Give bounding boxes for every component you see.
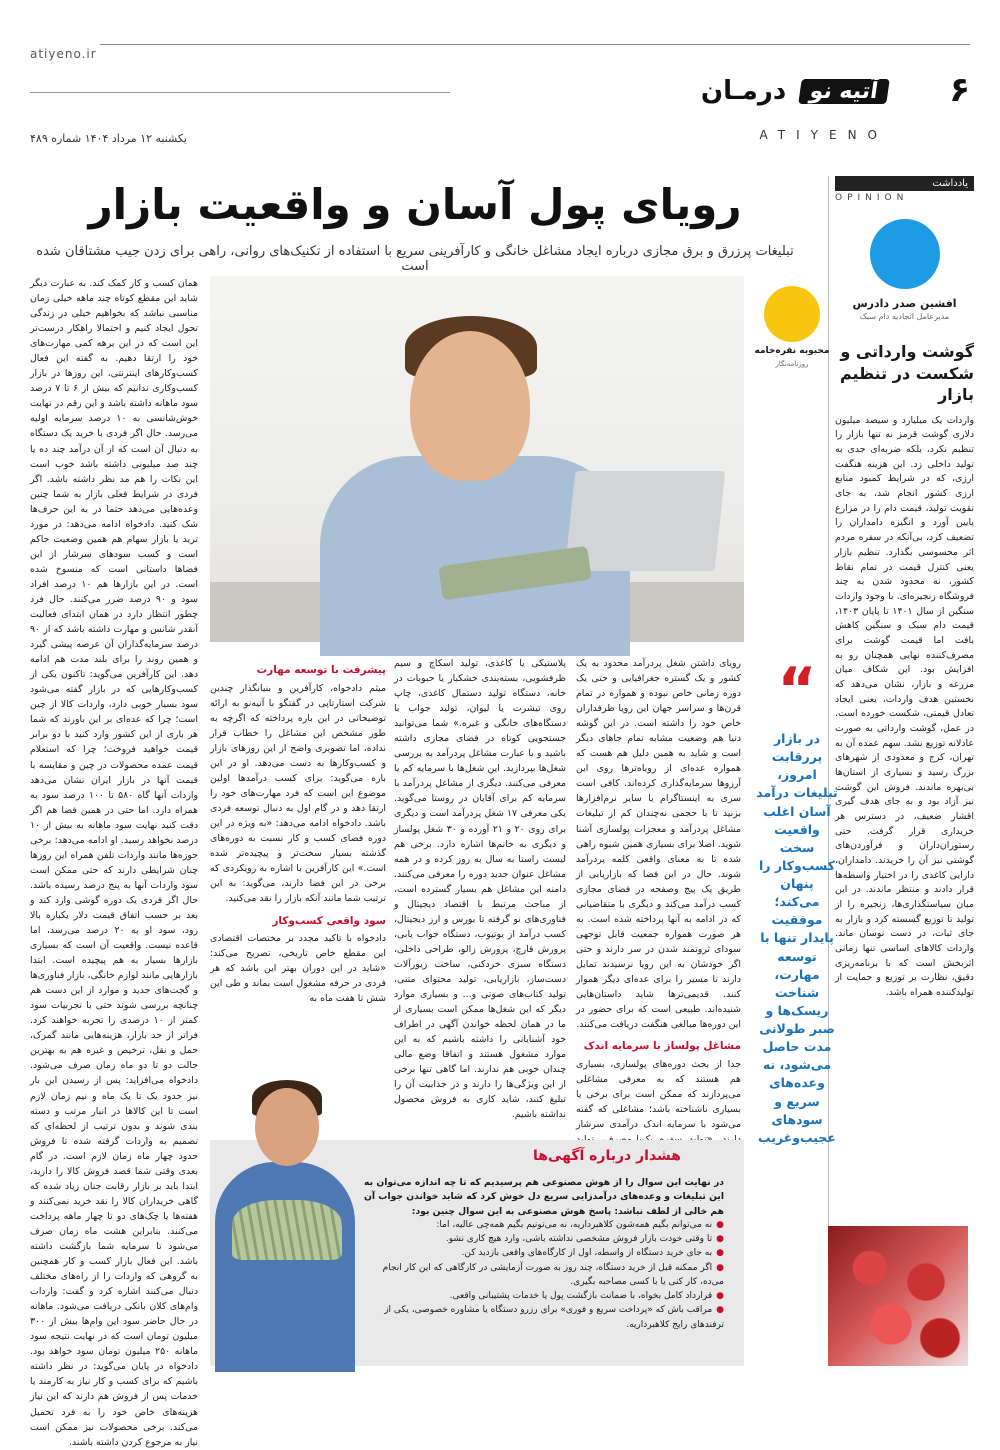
byline-name: محبوبه نقره‌خامه xyxy=(754,346,830,356)
opinion-body: واردات یک میلیارد و سیصد میلیون دلاری گوشت قرمز نه تنها بازار را تنظیم نکرد، بلکه ضربه‌ای جدی به تولید داخلی زد. این هزینه هنگفت ارزی، که در شرایط کمبود منابع ارزی کشور انجام شد، به جای تقویت تولید، قیمت دام را در مزارع پایین آورد و انگیزه دامداران را تضعیف کرد، بی‌آنکه در سفره مردم اثر محسوسی بگذارد. تنظیم بازار یعنی کنترل قیمت در تمام نقاط کشور، نه محدود شدن به چند فروشگاه زنجیره‌ای. با وجود واردات سنگین از سال ۱۴۰۱ تا پایان ۱۴۰۳، قیمت دام سبک و سنگین کاهش یافت اما قیمت گوشت برای مصرف‌کننده نهایی همچنان رو به افزایش بود. این شکاف میان مزرعه و بازار، نشان می‌دهد که نخستین هدف واردات، یعنی ایجاد تعادل قیمتی، شکست خورده است. در عمل، گوشت وارداتی به صورت عادلانه توزیع نشد. سهم عمده آن به تهران، کرج و معدودی از شهرهای بزرگ رسید و بسیاری از استان‌ها بی‌بهره ماندند. فروش این گوشت نیز آزاد بود و به جای هدف گیری اقشار ضعیف، در دسترس هر خریداری قرار گرفت. حتی رستوران‌داران و فرآوردن‌های گوشتی نیز آن را خریدند. دامداران، دارایی کاغذی را در اختیار واسطه‌ها قرار دادند و منتظر ماندند. در این میان سیاستگذاری‌ها، زنجیره را از تولید تا توزیع گسسته کرد و بازار به جای ثبات، در دست نوسان ماند. واردات کالاهای اساسی تنها زمانی اثربخش است که با برنامه‌ریزی دقیق، نظارت بر توزیع و حمایت از تولیدکننده همراه باشد. xyxy=(835,414,974,998)
opinion-label-latin: OPINION xyxy=(835,193,909,203)
photo-person-body xyxy=(215,1162,355,1372)
subheading: سود واقعی کسب‌وکار xyxy=(272,914,386,927)
article-column-3 xyxy=(210,656,386,1136)
article-column-left xyxy=(30,276,199,1448)
photo-man-head xyxy=(410,331,530,481)
subheading: مشاغل پولساز با سرمایه اندک xyxy=(583,1040,741,1053)
ad-box-list xyxy=(364,1218,724,1332)
column-text: رویای داشتن شغل پردرآمد محدود به یک کشور و یک گستره جغرافیایی و حتی یک دوره زمانی خاص نبوده و همواره در تمام قرن‌ها و سراسر جهان این رویا طرفداران خاص خود را داشته است. در این گوشه دنیا هم وضعیت مشابه تمام جاهای دیگر است و شاید به همین دلیل هم هست که همواره عده‌ای از روباه‌ترها روی این آرزوها سرمایه‌گذاری کرده‌اند. کافی است سری به اینستاگرام یا سایر نرم‌افزارها بزنید تا با حجمی نه‌چندان کم از تبلیغات مشاغل پردرآمد و معجزات پولسازی آشنا شوید. اصلا برای بسیاری همین شیوه راهی شده تا به معنای واقعی کلمه پردرآمد شوند. حال در این فضا که بازاریابی از طریق یک پیج وصفحه در فضای مجازی کسب درآمد می‌کند و دیگری با متقاضیانی که در ادامه به آنها پرداخته شده است. به هر صورت همواره جمعیت قابل توجهی سودای ثروتمند شدن در سر دارند و حتی اگر خودشان به این رویا نرسیدند تمایل دارند تا مسیر را برای عده‌ای دیگر هموار کنند. قدیمی‌ترها شاید داستان‌هایی شنیده‌اند. طبیعی است که برای حضور در این دوره‌ها مبالغی هنگفت دریافت می‌کنند. xyxy=(576,658,741,1031)
list-item: ● اگر ممکنه قبل از خرید دستگاه، چند روز به صورت آزمایشی در کارگاهی که این کار انجام می‌ده، کار کنی یا با کسی مصاحبه بگیری. xyxy=(364,1261,724,1289)
column-text: میثم دادخواه، کارآفرین و بنیانگذار چندین شرکت استارتاپی در گفتگو با آتیه‌نو به ارائه توضیحاتی در این باره پرداخته که اگرچه به طور مشخص این مشاغل را خطاب قرار نداده، اما تصویری واضح از این روزهای بازار و کسب‌وکارها به دست می‌دهد. او در این باره می‌گوید: برای کسب درآمدها اولین موضوع این است که فرد مهارت‌های خود را ارتقا دهد و در گام اول به دنبال توسعه فردی باشد. دادخواه ادامه می‌دهد: «به ویژه در این دوره فضای کسب و کار نسبت به دوره‌های گذشته بسیار سخت‌تر و پیچیده‌تر شده است.» این کارآفرین با اشاره به رویکردی که برخی در این فضا دارند، می‌گوید: به این ترتیب شما مانند آنکه بازار را نقد می‌کنید. xyxy=(210,682,386,905)
pull-quote xyxy=(756,655,838,1147)
quote-icon: “ xyxy=(777,655,817,725)
site-url[interactable]: atiyeno.ir xyxy=(30,47,97,61)
meat-photo xyxy=(828,1226,968,1366)
opinion-title: گوشت وارداتی و شکست در تنظیم بازار xyxy=(839,342,974,405)
ad-box-intro: در نهایت این سوال را از هوش مصنوعی هم پرسیدیم که تا چه اندازه می‌توان به این تبلیغات و وعده‌های درآمدزایی سریع دل خوش کرد که شاید خواندن جواب آن هم خالی از لطف نباشد: پاسخ هوش مصنوعی به این سوال چنین بود: xyxy=(364,1177,724,1217)
article-column-2 xyxy=(394,656,566,1136)
list-item: ● نه می‌توانم بگیم همه‌شون کلاهبرداریه، نه می‌تونیم بگیم همه‌چی عالیه، اما: xyxy=(364,1218,724,1232)
column-text: همان کسب و کار کمک کند. به عبارت دیگر شاید این مقطع کوتاه چند ماهه خیلی زمان مناسبی نباشد که بخواهیم خیلی در زندگی تحول ایجاد کنیم و احتمالا راهکار درست‌تر این است که در این برهه کمی مهارت‌های خود را ارتقا دهیم. به گفته این فعال کسب‌وکارهای اینترنتی، این روزها در بازار کسب‌وکاری ندانیم که بیش از ۶ تا ۷ درصد سود ماهانه داشته باشد و این رقم در نهایت خوش‌شانسی به ۱۰ درصد سرمایه اولیه می‌رسد. حال اگر فردی با خرید یک دستگاه به دنبال آن است که از آن درآمد چند ده یا چند صد میلیونی داشته باشد خوب است این نکات را هم مد نظر داشته باشد. اگر فردی در شرایط فعلی بازار به شما چنین وعده‌هایی می‌دهد حتما در به این حرف‌ها شک کنید. دادخواه ادامه می‌دهد: در مورد ترید یا بازار سهام هم همین وضعیت حاکم است و کسب سودهای سرشار از این فضاها داستانی است که منسوخ شده است. در این بازارها هم ۱۰ درصد افراد سود و ۹۰ درصد ضرر می‌کنند. حال فرد چطور انتظار دارد در همان ابتدای فعالیت آنقدر شانس و مهارت داشته باشد که از ۹۰ درصد سرمایه‌گذاران آن عرصه پیشی گیرد و همین روند را برای بلند مدت هم ادامه دهد. این کارآفرین می‌گوید: تاکنون یکی از کسب‌وکارهایی که در بازار گفته می‌شود سود بسیار خوبی دارد، واردات کالا از چین است؛ چرا که عده‌ای بر این باورند که شما هر باری از این کشور وارد کنید با دو برابر قیمت خواهید فروخت؛ چرا که استعلام قیمت عمده محصولات در چین و مقایسه با قیمت آنها در بازار ایران نشان می‌دهد واردات آنها گاه ۵۸۰ تا ۱۰۰ درصد سود به همراه دارد. اما حتی در همین فضا هم اگر دقت کنید نهایت سود ماهانه به بیش از ۱۰ درصد نخواهد رسید. او ادامه می‌دهد: برخی حوزه‌ها مانند واردات تلفن همراه این روزها چنان شرایطی دارند که حتی ممکن است سود واردات آنها به پنج درصد رسیده باشد. حال اگر فردی یک دوره گوشی وارد کند و بعد بر حسب اتفاق قیمت دلار یکباره بالا رود، سود او به ۲۰ درصد می‌رسد، اما قاعده نیست. واقعیت آن است که بسیاری بازارها بسیار به هم پیچیده است. ابتدا بازارهایی مانند لوازم خانگی، بازار فناوری‌ها و گجت‌های جدید و موارد از این دست هم چنانچه بررسی شوند حتی با تجربیات سود کمتر از ۱۰ درصدی را تجربه خواهند کرد. فراتر از حد بازار، هزینه‌هایی مانند گمرک، حمل و نقل، ترخیص و غیره هم به بهترین حالت دو تا دو ماه زمان صرف می‌شود. دادخواه می‌افزاید: پس از رسیدن این بار نیز حدود یک تا یک ماه و نیم زمان لازم است تا این کالاها در انبار مرتب و دسته بندی شوند و بدون ترتیب از لحظه‌ای که تصمیم به واردات گرفته شده تا فروش حدود چهار ماه زمان لازم است. در گام بعدی وقتی شما قصد فروش کالا را دارید، ابتدا باید بر بازار رقابت جنان زیاد شده که گاهی خریداران کالا را نقد خرید نمی‌کنند و هفته‌ها یا چک‌های دو تا چهار ماهه پرداخت می‌کنند. بنابراین هشت ماه زمان صرف می‌شود تا سرمایه شما بازگشت داشته باشد. این فعال بازار کسب و کار همچنین به گروهی که واردات را از راه‌های مختلف دنبال می‌کنند اشاره کرد و گفت: واردات وام‌های کلان بانکی دریافت می‌شود. ماهانه در حال حاضر سود این وام‌ها بیش از ۳۰۰ میلیون تومان است که در نهایت نتیجه سود ماهانه ۲۵۰ میلیون تومان سود خواهد بود. دادخواه در پایان می‌گوید: در نظر داشته باشیم که برای کسب و کار نیاز به کارمند یا خدمات پس از فروش هم دارند که این نیاز هزینه‌های خاص خود را به فرد تحمیل می‌کند. برخی محصولات نیز ممکن است نیاز به مرجوع کردن داشته باشند. xyxy=(30,278,199,1448)
list-item: ● به جای خرید دستگاه از واسطه، اول از کارگاه‌های واقعی بازدید کن. xyxy=(364,1246,724,1260)
column-text: جدا از بحث دوره‌های پولسازی، بسیاری هم هستند که به معرفی مشاغلی می‌پردازند که ممکن است برای برخی یا بسیاری ناشناخته باشد؛ مشاغلی که گفته می‌شود با سرمایه اندک درآمدی سرشار xyxy=(576,1058,741,1131)
column-text: دادخواه با تاکید مجدد بر مختصات اقتصادی این مقطع خاص تاریخی، تصریح می‌کند: «شاید در این دوران بهتر این باشد که هر فردی در حرفه مشغول است بماند و طی این شش تا هفت ماه به xyxy=(210,933,386,1005)
byline-avatar xyxy=(764,286,820,342)
page-number: ۶ xyxy=(949,70,970,110)
header-rule xyxy=(100,44,970,45)
opinion-sidebar xyxy=(828,176,974,1366)
subheading: پیشرفت با توسعه مهارت xyxy=(256,664,386,676)
list-item: ● قرارداد کامل بخواه، با ضمانت بازگشت پول یا خدمات پشتیبانی واقعی. xyxy=(364,1289,724,1303)
byline-role: روزنامه‌نگار xyxy=(775,360,809,368)
column-text: پلاستیکی یا کاغذی، تولید اسکاچ و سیم ظرفشویی، بسته‌بندی خشکبار یا حبوبات در خانه، دستگاه تولید دستمال کاغذی، چاپ روی تیشرت یا لیوان، تولید جواب با دستگاه‌های خانگی و غیره.» شما می‌توانید جستجویی کوتاه در فضای مجازی داشته باشید و با عبارت مشاغل پردرآمد به بررسی شغل‌ها بپردازید. این شغل‌ها با سرمایه کم یا معرفی می‌کنند. دیگری از مشاغل پردرآمد با سرمایه کم برای آقایان در روستا می‌گوید. یکی معرفی ۱۷ شغل پردرآمد است و دیگری برای روی ۲۰ و ۲۱ آورده و ۳۰ شغل پولساز و دیگری به خانم‌ها اشاره دارد. برخی هم لیست راستا به سال به روز کرده و در همه مشاغل عنوان جدید دوره را معرفی می‌کنند. دامنه این مشاغل هم بسیار گسترده است، از مباحث مرتبط با اقتصاد دیجیتال و فناوری‌های نو گرفته تا بورس و ارز دیجیتال، کسب درآمد از یوتیوب، دستگاه جواب یابی، پرورش قارچ، پرورش زالو، طراحی داخلی، دستگاه سبزی خردکنی، ساخت زیورآلات دست‌ساز، بازاریابی، تولید محتوای متنی، تولید کتاب‌های صوتی و... و بسیاری موارد دیگر که این شغل‌ها ممکن است بسیاری از ما در همان لحظه خواندن آگهی در اطراف خود آشنایانی را داشته باشیم که به این موارد مشغول هستند و اتفاقا وضع مالی چندان خوبی هم ندارند. اما گاهی تنها برخی از این ویژگی‌ها را دارند و در جذابیت آن را تبلیغ کنند، شاید کاری به فروش محصول نداشته باشیم. xyxy=(394,658,566,1121)
author-name: افشین صدر دادرس xyxy=(852,297,957,310)
brand-logo: آتیه نو xyxy=(798,79,889,104)
photo-person-head xyxy=(255,1088,319,1166)
article-column-1 xyxy=(576,656,741,1136)
money-man-photo xyxy=(210,1080,360,1366)
author-avatar xyxy=(870,219,940,289)
section-header xyxy=(701,76,888,106)
date-rule xyxy=(30,92,450,93)
opinion-label: یادداشت xyxy=(932,178,968,189)
opinion-label-bar xyxy=(835,176,974,191)
ad-box-title: هشدار درباره آگهی‌ها xyxy=(532,1148,682,1164)
issue-date: یکشنبه ۱۲ مرداد ۱۴۰۴ شماره ۴۸۹ xyxy=(30,132,187,145)
section-title: درمـان xyxy=(700,76,787,106)
article-subtitle: تبلیغات پرزرق و برق مجازی درباره ایجاد مشاغل خانگی و کارآفرینی سریع با استفاده از تکنیک‌های روانی، راهی برای زدن جیب مشتاقان شده است xyxy=(36,244,794,274)
ad-warning-box xyxy=(210,1140,744,1366)
photo-cash-fan xyxy=(232,1200,342,1260)
main-photo xyxy=(210,276,744,642)
list-item: ● تا وقتی خودت بازار فروش مشخصی نداشته باشی، وارد هیچ کاری نشو. xyxy=(364,1232,724,1246)
author-role: مدیرعامل اتحادیه دام سبک xyxy=(859,312,950,321)
article-headline: رویای پول آسان و واقعیت بازار xyxy=(88,180,742,229)
brand-latin: ATIYENO xyxy=(759,128,888,142)
list-item: ● مراقب باش که «پرداخت سریع و فوری» برای رزرو دستگاه یا مشاوره خصوصی، یکی از ترفندهای رایج کلاهبرداریه. xyxy=(364,1303,724,1331)
photo-laptop xyxy=(565,471,726,571)
pull-quote-text: در بازار پررقابت امروز، تبلیغات درآمد آسان اغلب واقعیت سخت کسب‌وکار را پنهان می‌کند؛ موفقیت پایدار تنها با توسعه مهارت، شناخت ریسک‌ها و صبر طولانی مدت حاصل می‌شود، نه وعده‌های سریع و سودهای عجیب‌وغریب xyxy=(756,731,838,1145)
